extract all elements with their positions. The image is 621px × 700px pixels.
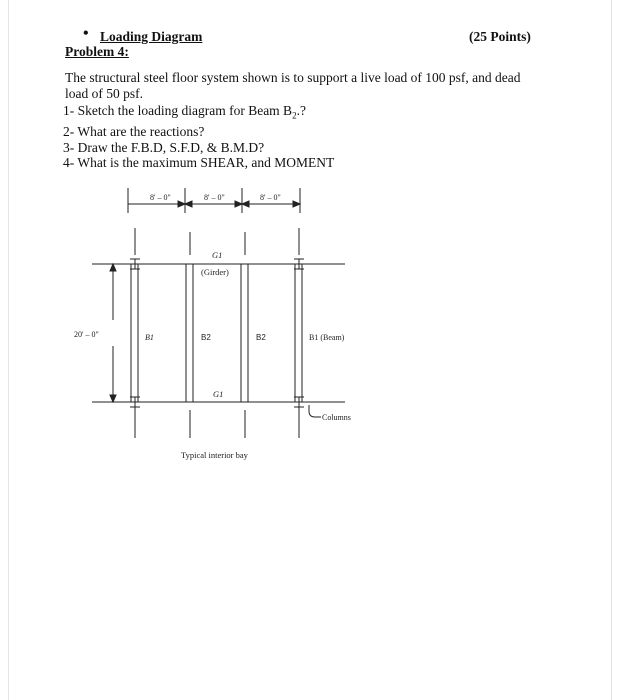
question-2: 2- What are the reactions?: [63, 124, 205, 140]
dim-arrow: [110, 395, 116, 402]
problem-statement: The structural steel floor system shown is to support a live load of 100 psf, and dead load of 50 psf.: [65, 70, 521, 101]
problem-heading: Problem 4:: [65, 44, 129, 59]
section-title: Loading Diagram: [100, 29, 203, 44]
dim-label-left: 20' – 0": [74, 330, 99, 339]
dim-label-1: 8' – 0": [150, 193, 171, 202]
columns-leader: [309, 405, 321, 417]
dim-arrow: [110, 264, 116, 271]
girder-label: G1: [212, 250, 223, 260]
question-1: 1- Sketch the loading diagram for Beam $B_2$.?: [63, 103, 306, 121]
beam-b2-label-2: B2: [256, 333, 266, 342]
girder-bottom-label: G1: [213, 389, 224, 399]
dim-arrow: [242, 201, 249, 207]
points-label: (25 Points): [469, 29, 531, 44]
beam-right-label: B1 (Beam): [309, 333, 345, 342]
bullet: •: [83, 25, 89, 42]
beam-b1-label: B1: [145, 333, 154, 342]
dim-arrow: [185, 201, 192, 207]
diagram-caption: Typical interior bay: [181, 450, 248, 460]
dim-label-2: 8' – 0": [204, 193, 225, 202]
dim-arrow: [293, 201, 300, 207]
beam-b2-label-1: B2: [201, 333, 211, 342]
dim-label-3: 8' – 0": [260, 193, 281, 202]
question-4: 4- What is the maximum SHEAR, and MOMENT: [63, 155, 335, 171]
question-3: 3- Draw the F.B.D, S.F.D, & B.M.D?: [63, 139, 265, 155]
girder-note: (Girder): [201, 267, 229, 277]
columns-label: Columns: [322, 413, 351, 422]
